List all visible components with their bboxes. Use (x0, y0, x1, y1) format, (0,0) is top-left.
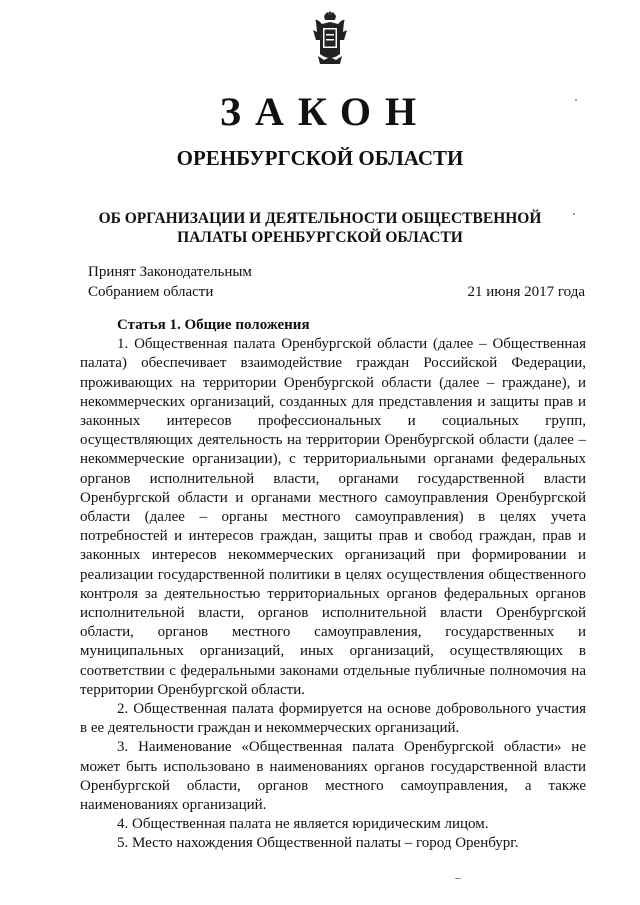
document-title: ЗАКОН (219, 89, 431, 134)
article-heading: Статья 1. Общие положения (117, 317, 310, 333)
adoption-date: 21 июня 2017 года (467, 284, 585, 300)
article-paragraph-5: 5. Место нахождения Общественной палаты – город Оренбург. (117, 835, 519, 852)
scan-speck (573, 213, 575, 215)
coat-of-arms-icon (310, 10, 350, 66)
adoption-note (88, 262, 252, 302)
adoption-line-2: Собранием области (88, 284, 214, 300)
adoption-line-1: Принят Законодательным (88, 264, 252, 280)
scan-speck (455, 878, 461, 879)
article-paragraph-3: 3. Наименование «Общественная палата Оренбургской области» не может быть использовано в наименованиях органов государственной власти Оренбургской области, органов местного самоуправления, а также наименованиях организаций. (80, 739, 586, 814)
law-subject-line-2: ПАЛАТЫ ОРЕНБУРГСКОЙ ОБЛАСТИ (177, 229, 463, 246)
article-paragraph-4: 4. Общественная палата не является юридическим лицом. (117, 816, 489, 833)
article-paragraph-2: 2. Общественная палата формируется на основе добровольного участия в ее деятельности граждан и некоммерческих организаций. (80, 701, 586, 737)
region-name: ОРЕНБУРГСКОЙ ОБЛАСТИ (176, 146, 464, 170)
scan-speck (575, 99, 577, 101)
article-paragraph-1: 1. Общественная палата Оренбургской области (далее – Общественная палата) обеспечивает взаимодействие граждан Российской Федерации, проживающих на территории Оренбургской области (далее – граждане), и некоммерческих организаций, созданных для представления и защиты прав и законных интересов профессиональных и социальных групп, осуществляющих деятельность на территории Оренбургской области (далее – некоммерческие организации), с территориальными органами федеральных органов исполнительной власти, органами государственной власти Оренбургской области и органами местного самоуправления Оренбургской области (далее – органы местного самоуправления) в целях учета потребностей и интересов граждан, защиты прав и свобод граждан, прав и законных интересов некоммерческих организаций при формировании и реализации государственной политики в целях осуществления общественного контроля за деятельностью территориальных органов федеральных органов исполнительной власти, органов исполнительной власти Оренбургской области, органов местного самоуправления, государственных и муниципальных организаций, иных организаций, осуществляющих в соответствии с федеральными законами отдельные публичные полномочия на территории Оренбургской области. (80, 336, 586, 698)
article-body (80, 316, 586, 854)
law-subject (60, 209, 580, 247)
law-subject-line-1: ОБ ОРГАНИЗАЦИИ И ДЕЯТЕЛЬНОСТИ ОБЩЕСТВЕННОЙ (98, 210, 542, 227)
